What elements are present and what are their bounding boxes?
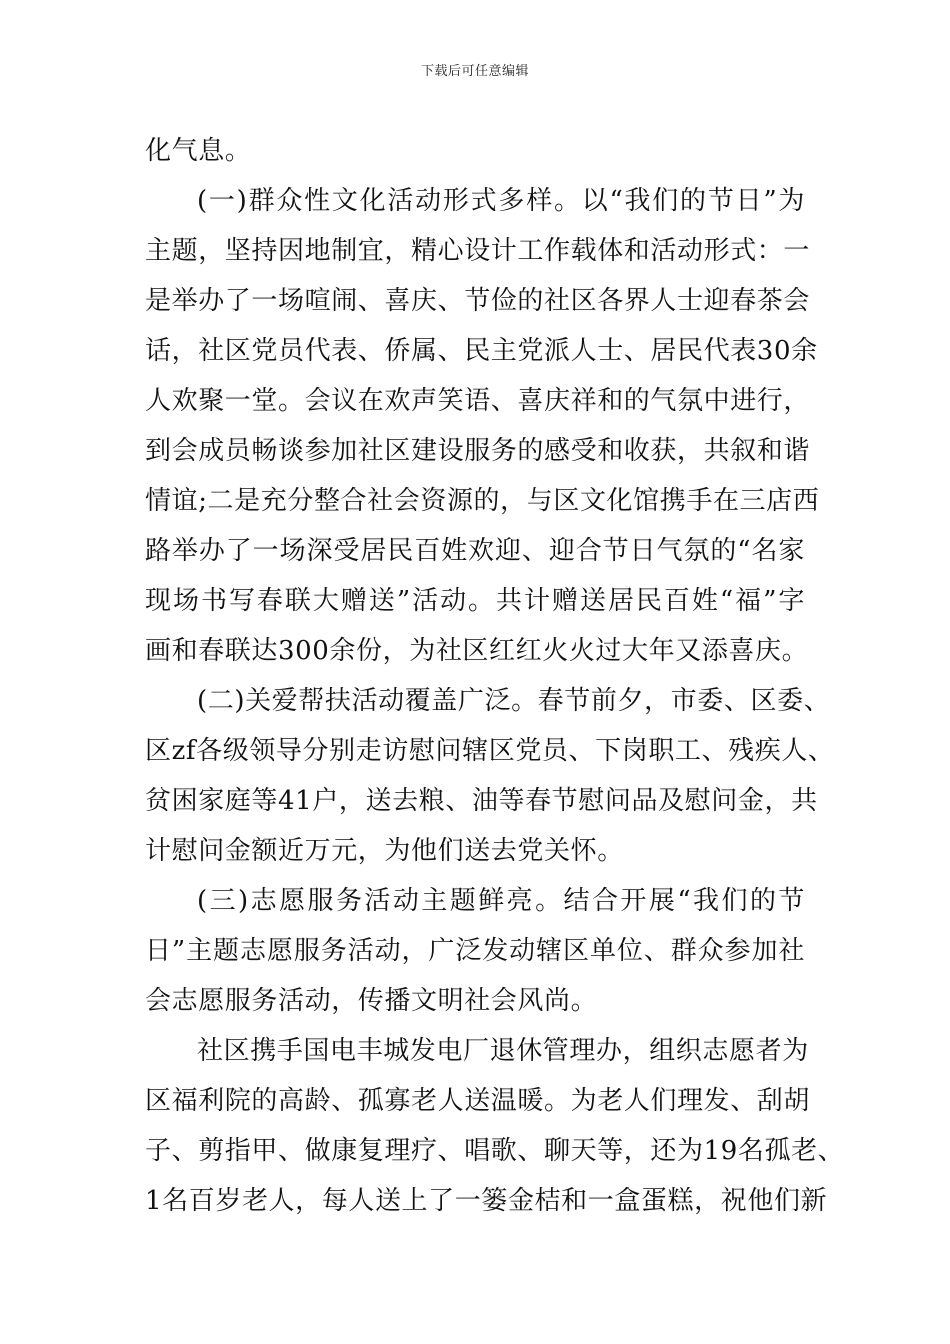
text-line: 现场书写春联大赠送”活动。共计赠送居民百姓“福”字 [145, 586, 805, 616]
text-line: 人欢聚一堂。会议在欢声笑语、喜庆祥和的气氛中进行， [145, 386, 811, 416]
text-line: 计慰问金额近万元，为他们送去党关怀。 [145, 836, 624, 866]
text-line: 贫困家庭等41户，送去粮、油等春节慰问品及慰问金，共 [145, 786, 818, 816]
text-line: 会志愿服务活动，传播文明社会风尚。 [145, 986, 598, 1016]
text-line: (二)关爱帮扶活动覆盖广泛。春节前夕，市委、区委、 [197, 686, 831, 716]
text-line: 路举办了一场深受居民百姓欢迎、迎合节日气氛的“名家 [145, 536, 805, 566]
text-line: 化气息。 [145, 136, 252, 166]
text-line: (一)群众性文化活动形式多样。以“我们的节日”为 [197, 186, 805, 216]
text-line: 子、剪指甲、做康复理疗、唱歌、聊天等，还为19名孤老、 [145, 1136, 845, 1166]
text-line: 情谊;二是充分整合社会资源的，与区文化馆携手在三店西 [145, 486, 820, 516]
text-line: 区福利院的高龄、孤寡老人送温暖。为老人们理发、刮胡 [145, 1086, 811, 1116]
text-line: 日”主题志愿服务活动，广泛发动辖区单位、群众参加社 [145, 936, 805, 966]
page-header: 下载后可任意编辑 [420, 64, 529, 79]
text-line: 到会成员畅谈参加社区建设服务的感受和收获，共叙和谐 [145, 436, 811, 466]
text-line: 主题，坚持因地制宜，精心设计工作载体和活动形式：一 [145, 236, 811, 266]
text-line: 话，社区党员代表、侨属、民主党派人士、居民代表30余 [145, 336, 818, 366]
text-line: 是举办了一场喧闹、喜庆、节俭的社区各界人士迎春茶会 [145, 286, 811, 316]
text-line: (三)志愿服务活动主题鲜亮。结合开展“我们的节 [197, 886, 805, 916]
text-line: 社区携手国电丰城发电厂退休管理办，组织志愿者为 [197, 1036, 809, 1066]
text-line: 画和春联达300余份，为社区红红火火过大年又添喜庆。 [145, 636, 809, 666]
text-line: 1名百岁老人，每人送上了一篓金桔和一盒蛋糕，祝他们新 [145, 1186, 828, 1216]
text-line: 区zf各级领导分别走访慰问辖区党员、下岗职工、残疾人、 [145, 736, 835, 766]
